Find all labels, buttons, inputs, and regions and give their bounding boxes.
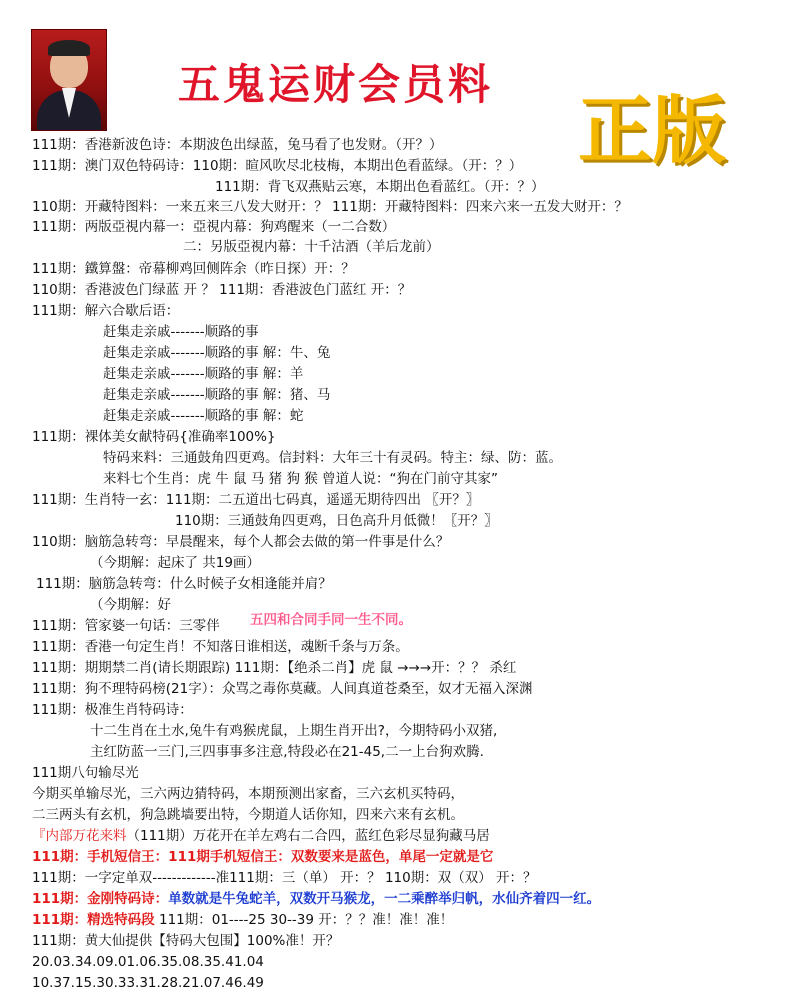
line-18: 111期：生肖特一玄：111期：二五道出七码真，遥遥无期待四出 〖开？〗 [32, 492, 480, 508]
line-1: 111期：香港新波色诗：本期波色出绿蓝，兔马看了也发财。（开？） [32, 137, 443, 153]
line-7: 111期：鐵算盤：帝幕柳鸡回侧阵余（昨日探）开：？ [32, 261, 355, 277]
line-27: 111期：狗不理特码榜(21字）：众骂之毒你莫藏。人间真道苍桑至，奴才无福入深渊 [32, 681, 533, 697]
line-38 [32, 911, 453, 929]
line-38-body: 111期：01----25 30--39 开：？？准！准！准！ [154, 912, 454, 928]
line-24-overlay: 五四和合同手同一生不同。 [250, 612, 412, 628]
portrait-hair [48, 40, 90, 56]
line-23: （今期解：好 [90, 597, 171, 613]
line-26: 111期：期期禁二肖(请长期跟踪) 111期：【绝杀二肖】虎 鼠 →→→开：？？ 杀红 [32, 660, 517, 676]
line-34-label: 『内部万花来料 [32, 828, 127, 844]
line-11: 赶集走亲戚-------顺路的事 解：牛、兔 [103, 345, 331, 361]
line-9: 111期：解六合歇后语： [32, 303, 180, 319]
line-29: 十二生肖在土水,兔牛有鸡猴虎鼠，上期生肖开出?，今期特码小双猪, [90, 723, 498, 739]
line-37-body: 单数就是牛兔蛇羊，双数开马猴龙，一二乘醉举归帆，水仙齐着四一红。 [168, 891, 601, 907]
line-37-label: 111期：金刚特码诗： [32, 891, 169, 907]
line-36: 111期：一字定单双-------------准111期：三（单） 开：？ 110期：双（双） 开：？ [32, 870, 537, 886]
line-28: 111期：极准生肖特码诗： [32, 702, 193, 718]
line-8: 110期：香港波色门绿蓝 开 ？ 111期：香港波色门蓝红 开：？ [32, 282, 412, 298]
line-15: 111期：裸体美女献特码{准确率100%} [32, 429, 276, 445]
line-25: 111期：香港一句定生肖！不知落日谁相送，魂断千条与万条。 [32, 639, 409, 655]
line-40: 20.03.34.09.01.06.35.08.35.41.04 [32, 954, 264, 970]
line-22: 111期：脑筋急转弯：什么时候子女相逢能并肩？ [36, 576, 332, 592]
line-34 [32, 827, 490, 845]
line-39: 111期：黄大仙提供【特码大包围】100%准！开？ [32, 933, 340, 949]
line-34-body: （111期）万花开在羊左鸡右二合四，蓝红色彩尽显狗藏马居 [126, 828, 490, 844]
line-13: 赶集走亲戚-------顺路的事 解：猪、马 [103, 387, 331, 403]
line-20: 110期：脑筋急转弯：早晨醒来，每个人都会去做的第一件事是什么？ [32, 534, 450, 550]
line-2: 111期：澳门双色特码诗：110期：暄风吹尽北枝梅，本期出色看蓝绿。（开：？） [32, 158, 523, 174]
line-5: 111期：两版亞視内幕一：亞視内幕：狗鸡醒来（一二合数） [32, 219, 396, 235]
line-10: 赶集走亲戚-------顺路的事 [103, 324, 259, 340]
line-35: 111期：手机短信王：111期手机短信王：双数要来是蓝色，单尾一定就是它 [32, 849, 494, 865]
portrait-photo [31, 29, 107, 131]
line-16: 特码来料：三通鼓角四更鸡。信封料：大年三十有灵码。特主：绿、防：蓝。 [103, 450, 562, 466]
line-38-label: 111期：精选特码段 [32, 912, 155, 928]
line-3: 111期：背飞双燕贴云寒，本期出色看蓝红。（开：？） [215, 179, 545, 195]
page-title: 五鬼运财会员料 [178, 60, 494, 109]
line-14: 赶集走亲戚-------顺路的事 解：蛇 [103, 408, 304, 424]
line-21: （今期解：起床了 共19画） [90, 555, 260, 571]
line-32: 今期买单输尽光，三六两边猜特码，本期预测出家畜，三六玄机买特码， [32, 786, 464, 802]
line-31: 111期八句输尽光 [32, 765, 139, 781]
line-30: 主红防蓝一三门,三四事事多注意,特段必在21-45,二一上台狗欢腾. [90, 744, 484, 760]
line-4: 110期：开藏特图料：一来五来三八发大财开：？ 111期：开藏特图料：四来六来一五发大财开：？ [32, 199, 628, 215]
line-41: 10.37.15.30.33.31.28.21.07.46.49 [32, 975, 264, 991]
line-6: 二：另版亞視内幕：十千沽酒（羊后龙前） [183, 239, 440, 255]
authentic-stamp: 正版 [578, 88, 726, 174]
line-33: 二三两头有玄机，狗急跳墙要出特，今期道人话你知，四来六来有玄机。 [32, 807, 464, 823]
line-12: 赶集走亲戚-------顺路的事 解：羊 [103, 366, 304, 382]
line-19: 110期：三通鼓角四更鸡，日色高升月低微！〖开？〗 [175, 513, 498, 529]
line-37 [32, 890, 600, 908]
line-24: 111期：管家婆一句话：三零伴 [32, 618, 220, 634]
line-17: 来料七个生肖：虎 牛 鼠 马 猪 狗 猴 曾道人说：“狗在门前守其家” [103, 471, 499, 487]
